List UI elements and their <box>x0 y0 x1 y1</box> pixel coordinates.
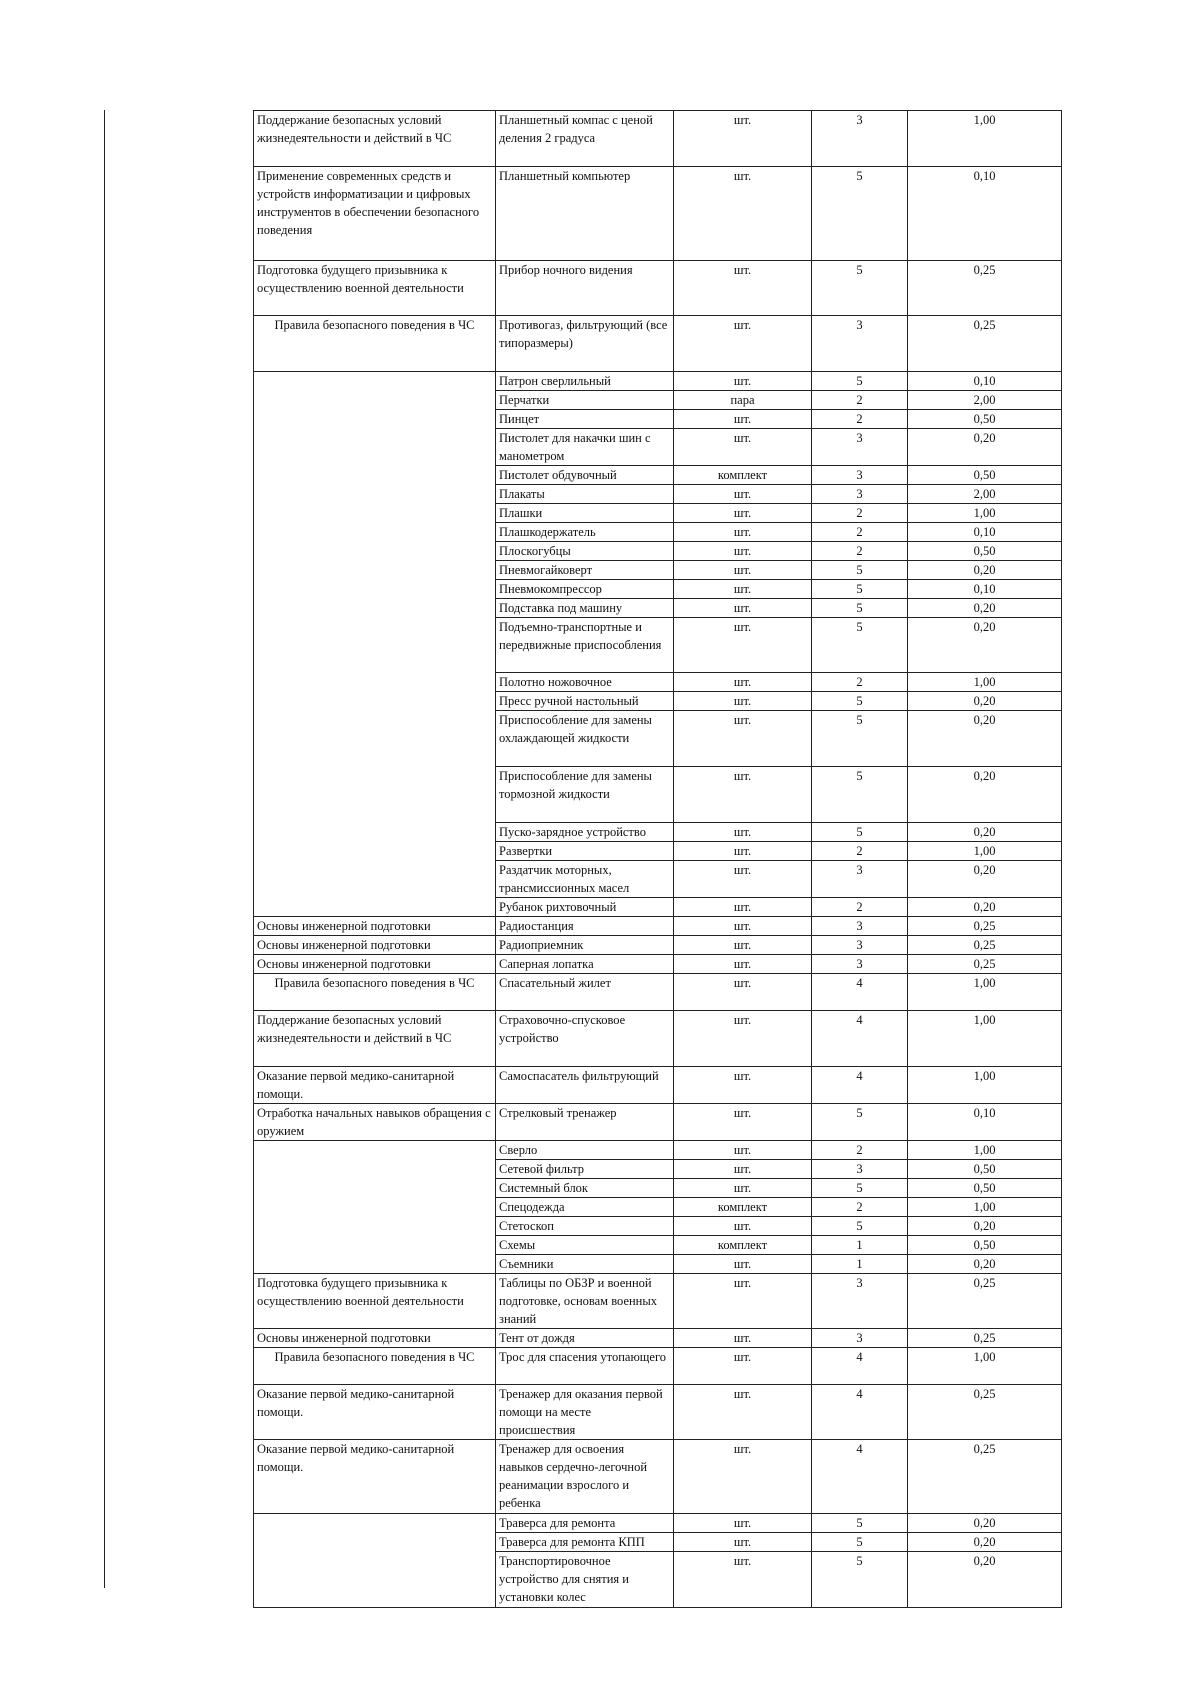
quantity-cell: 5 <box>812 1514 908 1533</box>
quantity-cell: 5 <box>812 580 908 599</box>
item-name-cell: Рубанок рихтовочный <box>496 898 674 917</box>
rate-cell: 0,20 <box>908 861 1062 898</box>
item-name-cell: Пинцет <box>496 410 674 429</box>
quantity-cell: 2 <box>812 523 908 542</box>
unit-cell: шт. <box>674 898 812 917</box>
unit-cell: шт. <box>674 1179 812 1198</box>
unit-cell: шт. <box>674 1141 812 1160</box>
rate-cell: 0,50 <box>908 1160 1062 1179</box>
rate-cell: 0,20 <box>908 898 1062 917</box>
section-cell-empty <box>254 372 496 917</box>
quantity-cell: 3 <box>812 1274 908 1329</box>
unit-cell: шт. <box>674 111 812 167</box>
rate-cell: 0,20 <box>908 1255 1062 1274</box>
table-row <box>254 1385 1062 1440</box>
item-name-cell: Плашкодержатель <box>496 523 674 542</box>
rate-cell: 0,20 <box>908 1514 1062 1533</box>
quantity-cell: 3 <box>812 111 908 167</box>
item-name-cell: Пуско-зарядное устройство <box>496 823 674 842</box>
table-row <box>254 1440 1062 1514</box>
item-name-cell: Приспособление для замены тормозной жидкости <box>496 767 674 823</box>
rate-cell: 1,00 <box>908 1141 1062 1160</box>
table-row <box>254 974 1062 1011</box>
rate-cell: 0,10 <box>908 167 1062 261</box>
quantity-cell: 1 <box>812 1255 908 1274</box>
rate-cell: 0,20 <box>908 599 1062 618</box>
rate-cell: 0,10 <box>908 523 1062 542</box>
quantity-cell: 3 <box>812 1329 908 1348</box>
quantity-cell: 2 <box>812 1141 908 1160</box>
item-name-cell: Противогаз, фильтрующий (все типоразмеры) <box>496 316 674 372</box>
item-name-cell: Съемники <box>496 1255 674 1274</box>
quantity-cell: 5 <box>812 1552 908 1608</box>
item-name-cell: Плакаты <box>496 485 674 504</box>
item-name-cell: Сетевой фильтр <box>496 1160 674 1179</box>
quantity-cell: 3 <box>812 861 908 898</box>
item-name-cell: Тент от дождя <box>496 1329 674 1348</box>
unit-cell: шт. <box>674 1274 812 1329</box>
item-name-cell: Плоскогубцы <box>496 542 674 561</box>
rate-cell: 0,20 <box>908 1552 1062 1608</box>
rate-cell: 0,25 <box>908 1385 1062 1440</box>
table-row <box>254 1104 1062 1141</box>
unit-cell: шт. <box>674 618 812 673</box>
unit-cell: шт. <box>674 1217 812 1236</box>
rate-cell: 0,20 <box>908 429 1062 466</box>
section-cell: Правила безопасного поведения в ЧС <box>254 974 496 1011</box>
item-name-cell: Пневмогайковерт <box>496 561 674 580</box>
unit-cell: комплект <box>674 466 812 485</box>
rate-cell: 0,20 <box>908 561 1062 580</box>
rate-cell: 0,25 <box>908 1329 1062 1348</box>
section-cell-empty <box>254 1141 496 1274</box>
rate-cell: 0,50 <box>908 1179 1062 1198</box>
item-name-cell: Подъемно-транспортные и передвижные приспособления <box>496 618 674 673</box>
unit-cell: шт. <box>674 692 812 711</box>
unit-cell: шт. <box>674 372 812 391</box>
section-cell: Правила безопасного поведения в ЧС <box>254 316 496 372</box>
item-name-cell: Радиоприемник <box>496 936 674 955</box>
unit-cell: шт. <box>674 599 812 618</box>
item-name-cell: Перчатки <box>496 391 674 410</box>
unit-cell: шт. <box>674 1552 812 1608</box>
quantity-cell: 3 <box>812 917 908 936</box>
unit-cell: шт. <box>674 955 812 974</box>
rate-cell: 1,00 <box>908 504 1062 523</box>
item-name-cell: Спасательный жилет <box>496 974 674 1011</box>
unit-cell: шт. <box>674 917 812 936</box>
item-name-cell: Тренажер для оказания первой помощи на месте происшествия <box>496 1385 674 1440</box>
quantity-cell: 5 <box>812 711 908 767</box>
table-row <box>254 1011 1062 1067</box>
unit-cell: шт. <box>674 542 812 561</box>
unit-cell: шт. <box>674 823 812 842</box>
quantity-cell: 2 <box>812 842 908 861</box>
quantity-cell: 3 <box>812 955 908 974</box>
section-cell: Оказание первой медико-санитарной помощи. <box>254 1440 496 1514</box>
section-cell: Основы инженерной подготовки <box>254 955 496 974</box>
item-name-cell: Развертки <box>496 842 674 861</box>
rate-cell: 0,25 <box>908 936 1062 955</box>
quantity-cell: 3 <box>812 485 908 504</box>
item-name-cell: Пневмокомпрессор <box>496 580 674 599</box>
unit-cell: шт. <box>674 1160 812 1179</box>
item-name-cell: Траверса для ремонта КПП <box>496 1533 674 1552</box>
rate-cell: 0,20 <box>908 823 1062 842</box>
table-row <box>254 111 1062 167</box>
rate-cell: 0,25 <box>908 955 1062 974</box>
item-name-cell: Приспособление для замены охлаждающей жидкости <box>496 711 674 767</box>
item-name-cell: Самоспасатель фильтрующий <box>496 1067 674 1104</box>
rate-cell: 1,00 <box>908 111 1062 167</box>
rate-cell: 0,25 <box>908 1440 1062 1514</box>
unit-cell: шт. <box>674 1011 812 1067</box>
table-row <box>254 1141 1062 1160</box>
rate-cell: 0,20 <box>908 1533 1062 1552</box>
item-name-cell: Полотно ножовочное <box>496 673 674 692</box>
unit-cell: шт. <box>674 711 812 767</box>
quantity-cell: 3 <box>812 429 908 466</box>
quantity-cell: 5 <box>812 599 908 618</box>
quantity-cell: 1 <box>812 1236 908 1255</box>
quantity-cell: 5 <box>812 261 908 316</box>
unit-cell: шт. <box>674 1440 812 1514</box>
unit-cell: шт. <box>674 1533 812 1552</box>
unit-cell: шт. <box>674 842 812 861</box>
rate-cell: 0,20 <box>908 618 1062 673</box>
item-name-cell: Транспортировочное устройство для снятия и установки колес <box>496 1552 674 1608</box>
unit-cell: пара <box>674 391 812 410</box>
quantity-cell: 5 <box>812 561 908 580</box>
unit-cell: шт. <box>674 861 812 898</box>
rate-cell: 1,00 <box>908 974 1062 1011</box>
rate-cell: 2,00 <box>908 391 1062 410</box>
quantity-cell: 5 <box>812 372 908 391</box>
unit-cell: комплект <box>674 1198 812 1217</box>
table-row <box>254 1348 1062 1385</box>
rate-cell: 1,00 <box>908 1198 1062 1217</box>
section-cell: Поддержание безопасных условий жизнедеятельности и действий в ЧС <box>254 1011 496 1067</box>
quantity-cell: 4 <box>812 1348 908 1385</box>
unit-cell: комплект <box>674 1236 812 1255</box>
quantity-cell: 3 <box>812 936 908 955</box>
rate-cell: 0,25 <box>908 261 1062 316</box>
quantity-cell: 3 <box>812 316 908 372</box>
quantity-cell: 2 <box>812 1198 908 1217</box>
rate-cell: 1,00 <box>908 842 1062 861</box>
rate-cell: 0,25 <box>908 917 1062 936</box>
rate-cell: 0,25 <box>908 316 1062 372</box>
unit-cell: шт. <box>674 1348 812 1385</box>
section-cell: Оказание первой медико-санитарной помощи. <box>254 1385 496 1440</box>
unit-cell: шт. <box>674 561 812 580</box>
item-name-cell: Патрон сверлильный <box>496 372 674 391</box>
quantity-cell: 4 <box>812 1440 908 1514</box>
unit-cell: шт. <box>674 523 812 542</box>
item-name-cell: Спецодежда <box>496 1198 674 1217</box>
rate-cell: 0,25 <box>908 1274 1062 1329</box>
quantity-cell: 5 <box>812 692 908 711</box>
unit-cell: шт. <box>674 316 812 372</box>
rate-cell: 0,50 <box>908 1236 1062 1255</box>
table-row <box>254 167 1062 261</box>
quantity-cell: 4 <box>812 974 908 1011</box>
table-row <box>254 955 1062 974</box>
table-row <box>254 261 1062 316</box>
rate-cell: 0,10 <box>908 1104 1062 1141</box>
item-name-cell: Сверло <box>496 1141 674 1160</box>
item-name-cell: Саперная лопатка <box>496 955 674 974</box>
quantity-cell: 5 <box>812 618 908 673</box>
unit-cell: шт. <box>674 1514 812 1533</box>
quantity-cell: 2 <box>812 410 908 429</box>
rate-cell: 1,00 <box>908 1011 1062 1067</box>
item-name-cell: Страховочно-спусковое устройство <box>496 1011 674 1067</box>
quantity-cell: 2 <box>812 542 908 561</box>
rate-cell: 0,50 <box>908 466 1062 485</box>
rate-cell: 1,00 <box>908 1348 1062 1385</box>
unit-cell: шт. <box>674 504 812 523</box>
margin-rule <box>104 110 105 1588</box>
quantity-cell: 4 <box>812 1067 908 1104</box>
rate-cell: 0,20 <box>908 711 1062 767</box>
unit-cell: шт. <box>674 936 812 955</box>
item-name-cell: Плашки <box>496 504 674 523</box>
rate-cell: 0,20 <box>908 767 1062 823</box>
quantity-cell: 2 <box>812 898 908 917</box>
table-row <box>254 936 1062 955</box>
unit-cell: шт. <box>674 1104 812 1141</box>
quantity-cell: 2 <box>812 504 908 523</box>
quantity-cell: 5 <box>812 823 908 842</box>
section-cell: Поддержание безопасных условий жизнедеятельности и действий в ЧС <box>254 111 496 167</box>
section-cell: Основы инженерной подготовки <box>254 936 496 955</box>
table-row <box>254 917 1062 936</box>
table-row <box>254 1329 1062 1348</box>
item-name-cell: Планшетный компас с ценой деления 2 градуса <box>496 111 674 167</box>
item-name-cell: Системный блок <box>496 1179 674 1198</box>
quantity-cell: 3 <box>812 1160 908 1179</box>
equipment-table <box>253 110 1062 1608</box>
section-cell: Основы инженерной подготовки <box>254 1329 496 1348</box>
item-name-cell: Стрелковый тренажер <box>496 1104 674 1141</box>
item-name-cell: Раздатчик моторных, трансмиссионных масел <box>496 861 674 898</box>
quantity-cell: 4 <box>812 1011 908 1067</box>
item-name-cell: Схемы <box>496 1236 674 1255</box>
unit-cell: шт. <box>674 429 812 466</box>
rate-cell: 0,20 <box>908 1217 1062 1236</box>
section-cell: Оказание первой медико-санитарной помощи. <box>254 1067 496 1104</box>
rate-cell: 0,50 <box>908 542 1062 561</box>
rate-cell: 2,00 <box>908 485 1062 504</box>
unit-cell: шт. <box>674 974 812 1011</box>
section-cell: Применение современных средств и устройств информатизации и цифровых инструментов в обеспечении безопасного поведения <box>254 167 496 261</box>
unit-cell: шт. <box>674 1329 812 1348</box>
item-name-cell: Трос для спасения утопающего <box>496 1348 674 1385</box>
unit-cell: шт. <box>674 580 812 599</box>
item-name-cell: Прибор ночного видения <box>496 261 674 316</box>
item-name-cell: Пресс ручной настольный <box>496 692 674 711</box>
section-cell: Правила безопасного поведения в ЧС <box>254 1348 496 1385</box>
unit-cell: шт. <box>674 767 812 823</box>
quantity-cell: 5 <box>812 1104 908 1141</box>
unit-cell: шт. <box>674 1255 812 1274</box>
quantity-cell: 5 <box>812 167 908 261</box>
rate-cell: 0,10 <box>908 580 1062 599</box>
rate-cell: 1,00 <box>908 1067 1062 1104</box>
item-name-cell: Тренажер для освоения навыков сердечно-легочной реанимации взрослого и ребенка <box>496 1440 674 1514</box>
item-name-cell: Пистолет обдувочный <box>496 466 674 485</box>
section-cell: Основы инженерной подготовки <box>254 917 496 936</box>
quantity-cell: 5 <box>812 1533 908 1552</box>
rate-cell: 1,00 <box>908 673 1062 692</box>
unit-cell: шт. <box>674 167 812 261</box>
unit-cell: шт. <box>674 673 812 692</box>
section-cell-empty <box>254 1514 496 1608</box>
unit-cell: шт. <box>674 1067 812 1104</box>
rate-cell: 0,10 <box>908 372 1062 391</box>
quantity-cell: 5 <box>812 1179 908 1198</box>
item-name-cell: Пистолет для накачки шин с манометром <box>496 429 674 466</box>
item-name-cell: Траверса для ремонта <box>496 1514 674 1533</box>
quantity-cell: 3 <box>812 466 908 485</box>
table-row <box>254 316 1062 372</box>
rate-cell: 0,50 <box>908 410 1062 429</box>
section-cell: Подготовка будущего призывника к осуществлению военной деятельности <box>254 261 496 316</box>
quantity-cell: 2 <box>812 673 908 692</box>
section-cell: Подготовка будущего призывника к осуществлению военной деятельности <box>254 1274 496 1329</box>
unit-cell: шт. <box>674 485 812 504</box>
item-name-cell: Планшетный компьютер <box>496 167 674 261</box>
unit-cell: шт. <box>674 1385 812 1440</box>
unit-cell: шт. <box>674 261 812 316</box>
quantity-cell: 4 <box>812 1385 908 1440</box>
item-name-cell: Таблицы по ОБЗР и военной подготовке, основам военных знаний <box>496 1274 674 1329</box>
quantity-cell: 5 <box>812 1217 908 1236</box>
table-row <box>254 1514 1062 1533</box>
table-row <box>254 1274 1062 1329</box>
table-row <box>254 1067 1062 1104</box>
rate-cell: 0,20 <box>908 692 1062 711</box>
unit-cell: шт. <box>674 410 812 429</box>
section-cell: Отработка начальных навыков обращения с оружием <box>254 1104 496 1141</box>
item-name-cell: Подставка под машину <box>496 599 674 618</box>
item-name-cell: Стетоскоп <box>496 1217 674 1236</box>
item-name-cell: Радиостанция <box>496 917 674 936</box>
quantity-cell: 2 <box>812 391 908 410</box>
table-row <box>254 372 1062 391</box>
quantity-cell: 5 <box>812 767 908 823</box>
